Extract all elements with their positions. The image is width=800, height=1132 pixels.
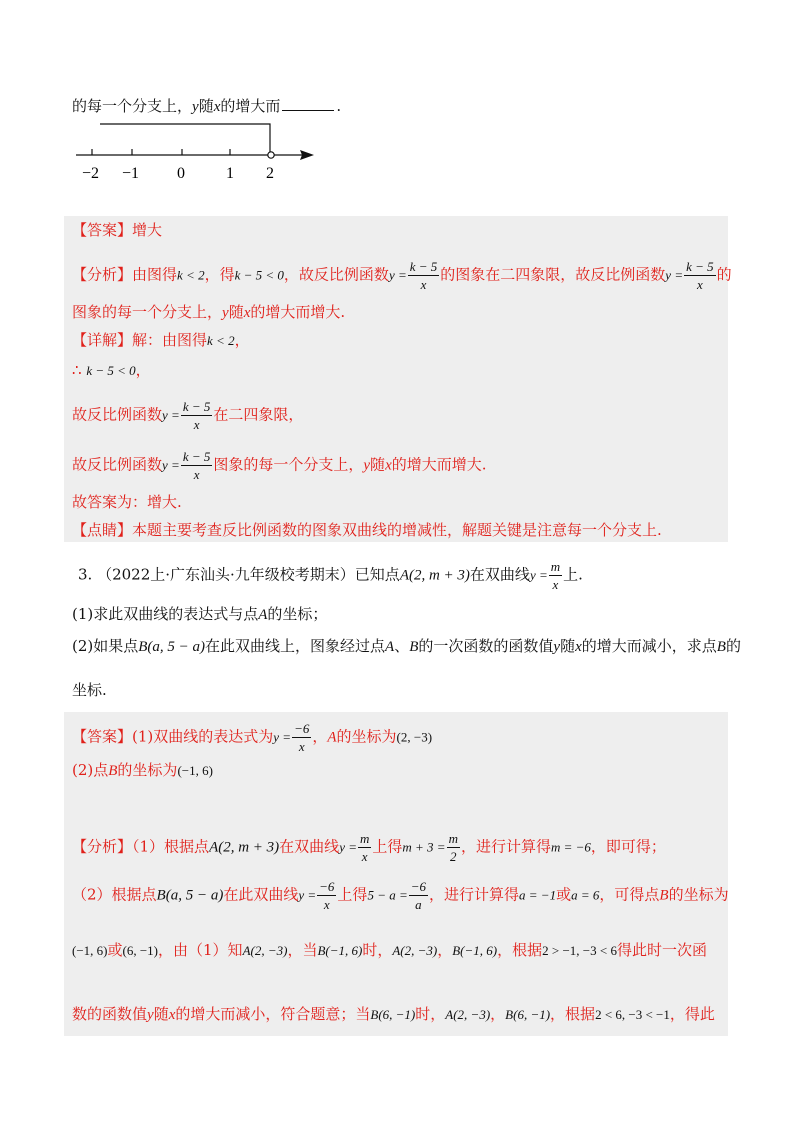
text: 的增大而减小，符合题意；当 bbox=[175, 1005, 371, 1023]
text: 故反比例函数 bbox=[72, 455, 163, 474]
var-B: B bbox=[409, 639, 419, 655]
text: 随 bbox=[370, 455, 386, 474]
math: a = 6 bbox=[571, 887, 600, 903]
math: y = bbox=[529, 567, 548, 583]
q2-analysis-line1 bbox=[72, 260, 732, 291]
fraction: $\frac{k - 5}{x}$ bbox=[182, 399, 211, 432]
text: 得此时一次函 bbox=[616, 941, 707, 959]
math: y = bbox=[273, 729, 292, 745]
math: 5 − a = bbox=[367, 887, 408, 903]
var-y: y bbox=[192, 99, 199, 115]
answer-tag: 【答案】 bbox=[72, 727, 133, 746]
q3-analysis-line3 bbox=[72, 940, 707, 961]
text: 在此双曲线 bbox=[223, 885, 299, 904]
var-B: B bbox=[108, 763, 118, 779]
var-B: B bbox=[716, 639, 726, 655]
math: A(2, −3) bbox=[242, 943, 288, 958]
text: ，当 bbox=[287, 941, 318, 959]
fraction: $\frac{m}{2}$ bbox=[448, 831, 458, 864]
intro-line bbox=[72, 96, 341, 117]
text: 在二四象限， bbox=[213, 405, 304, 424]
text: 上. bbox=[563, 565, 583, 584]
text: 、 bbox=[394, 637, 410, 655]
text: 或 bbox=[556, 885, 572, 904]
range-bar bbox=[100, 124, 270, 154]
math: B(−1, 6) bbox=[452, 943, 498, 958]
math: 2 > −1, −3 < 6 bbox=[542, 943, 617, 958]
text: 的增大而增大. bbox=[250, 303, 346, 321]
q2-detail-line4 bbox=[72, 450, 487, 481]
text: 或 bbox=[107, 941, 123, 959]
number-line-figure bbox=[70, 118, 330, 188]
var-x: x bbox=[243, 305, 251, 321]
text: 的 bbox=[725, 637, 741, 655]
text: (1)求此双曲线的表达式与点 bbox=[72, 605, 259, 623]
q2-analysis-line2 bbox=[72, 302, 345, 323]
q2-detail-line3 bbox=[72, 400, 303, 431]
text: ，可得点 bbox=[599, 885, 660, 904]
text: 的增大而 bbox=[220, 97, 281, 115]
text: . bbox=[336, 97, 342, 115]
tick-label-2: 2 bbox=[266, 165, 274, 182]
math: y = bbox=[162, 457, 180, 473]
text: ，根据 bbox=[497, 941, 543, 959]
answer-tag: 【答案】 bbox=[72, 221, 133, 239]
tick-label-0: 0 bbox=[177, 165, 185, 182]
math: B(6, −1) bbox=[370, 1007, 416, 1022]
q3-stem-line bbox=[78, 560, 583, 591]
answer-text: 增大 bbox=[132, 221, 163, 239]
text: 的坐标为 bbox=[336, 727, 397, 746]
var-x: x bbox=[213, 99, 221, 115]
q3-answer-line1 bbox=[72, 722, 432, 753]
math: A(2, m + 3) bbox=[399, 567, 470, 584]
open-point-2 bbox=[268, 152, 274, 158]
text: ，即可得； bbox=[590, 837, 666, 856]
text: ，得此 bbox=[669, 1005, 715, 1023]
var-B: B bbox=[659, 887, 669, 904]
var-y: y bbox=[553, 639, 561, 655]
text: 的一次函数的函数值 bbox=[418, 637, 554, 655]
text: 在双曲线 bbox=[279, 837, 340, 856]
text: 上得 bbox=[372, 837, 403, 856]
text: 的图象在二四象限，故反比例函数 bbox=[440, 265, 666, 284]
math: k − 5 < 0 bbox=[86, 363, 136, 378]
fraction: $\frac{m}{x}$ bbox=[550, 559, 561, 592]
q2-answer-line bbox=[72, 220, 162, 240]
q3-answer-line2 bbox=[72, 760, 213, 781]
fraction: $\frac{k - 5}{x}$ bbox=[409, 259, 438, 292]
text: 随 bbox=[198, 97, 214, 115]
math: m = −6 bbox=[550, 839, 591, 855]
fraction: $\frac{-6}{x}$ bbox=[319, 879, 335, 912]
math: k < 2 bbox=[207, 333, 235, 348]
text: 的 bbox=[716, 265, 732, 284]
text: 在双曲线 bbox=[469, 565, 530, 584]
text: 的坐标为 bbox=[117, 761, 178, 779]
math: a = −1 bbox=[519, 887, 557, 903]
text: 的增大而减小，求点 bbox=[581, 637, 717, 655]
var-y: y bbox=[222, 305, 229, 321]
math: k − 5 < 0 bbox=[234, 267, 284, 283]
var-A: A bbox=[327, 729, 337, 746]
text: (2)点 bbox=[72, 761, 109, 779]
text: ， bbox=[234, 331, 250, 349]
text: 时， bbox=[415, 1005, 446, 1023]
tick-label-neg1: −1 bbox=[122, 165, 140, 182]
text: ， bbox=[490, 1005, 506, 1023]
text: 图象的每一个分支上， bbox=[213, 455, 364, 474]
text: 随 bbox=[560, 637, 576, 655]
math: A(2, m + 3) bbox=[209, 839, 280, 856]
text: 的每一个分支上， bbox=[72, 97, 193, 115]
text: 本题主要考查反比例函数的图象双曲线的增减性，解题关键是注意每一个分支上. bbox=[132, 521, 662, 539]
q2-detail-line1 bbox=[72, 330, 250, 351]
fraction: $\frac{k - 5}{x}$ bbox=[182, 449, 211, 482]
math: (−1, 6) bbox=[177, 763, 213, 778]
text: ， bbox=[135, 361, 151, 379]
comment-tag: 【点睛】 bbox=[72, 521, 133, 539]
math: B(a, 5 − a) bbox=[156, 887, 224, 904]
math: m + 3 = bbox=[402, 839, 446, 855]
answer-blank bbox=[282, 96, 334, 111]
text: 图象的每一个分支上， bbox=[72, 303, 223, 321]
q3-part2 bbox=[72, 636, 741, 657]
q3-analysis-line2 bbox=[72, 880, 729, 911]
text: （1）根据点 bbox=[132, 837, 210, 856]
math: A(2, −3) bbox=[445, 1007, 491, 1022]
fraction: $\frac{m}{x}$ bbox=[359, 831, 370, 864]
math: y = bbox=[298, 887, 317, 903]
math: (2, −3) bbox=[396, 729, 433, 745]
text: (1)双曲线的表达式为 bbox=[132, 727, 274, 746]
tick-label-1: 1 bbox=[226, 165, 234, 182]
text: 的坐标； bbox=[267, 605, 328, 623]
var-x: x bbox=[575, 639, 582, 655]
fraction: $\frac{-6}{a}$ bbox=[410, 879, 427, 912]
math: B(6, −1) bbox=[505, 1007, 551, 1022]
math: B(−1, 6) bbox=[317, 943, 363, 958]
math: A(2, −3) bbox=[392, 943, 438, 958]
text: ，得 bbox=[204, 265, 235, 284]
q2-detail-line2 bbox=[72, 360, 151, 381]
text: 时， bbox=[362, 941, 393, 959]
text: ，故反比例函数 bbox=[283, 265, 389, 284]
q3-part2-line2 bbox=[72, 680, 107, 700]
text: 的增大而增大. bbox=[391, 455, 487, 474]
math: y = bbox=[162, 407, 180, 423]
var-y: y bbox=[147, 1007, 154, 1023]
text: 坐标. bbox=[72, 681, 107, 699]
text: 的坐标为 bbox=[668, 885, 729, 904]
text: 在此双曲线上，图象经过点 bbox=[205, 637, 386, 655]
text: 故反比例函数 bbox=[72, 405, 163, 424]
math: k < 2 bbox=[177, 267, 205, 283]
text: 解：由图得 bbox=[132, 331, 208, 349]
math: y = bbox=[339, 839, 357, 855]
var-A: A bbox=[385, 639, 395, 655]
axis-arrow bbox=[300, 150, 314, 160]
text: ，进行计算得 bbox=[460, 837, 551, 856]
text: 随 bbox=[228, 303, 244, 321]
text: ，根据 bbox=[550, 1005, 596, 1023]
math: (−1, 6) bbox=[72, 943, 108, 958]
var-y: y bbox=[363, 457, 371, 474]
var-A: A bbox=[258, 607, 268, 623]
question-number: 3. bbox=[78, 565, 93, 584]
var-x: x bbox=[168, 1007, 176, 1023]
analysis-tag: 【分析】 bbox=[72, 837, 133, 856]
var-x: x bbox=[385, 457, 392, 474]
text: ， bbox=[312, 727, 328, 746]
math: y = bbox=[388, 267, 407, 283]
fraction: $\frac{k - 5}{x}$ bbox=[686, 259, 714, 292]
text: （2）根据点 bbox=[72, 885, 157, 904]
q2-comment-line bbox=[72, 520, 662, 540]
therefore-symbol: ∴ bbox=[72, 361, 82, 379]
q3-part1 bbox=[72, 604, 327, 625]
text: (2)如果点 bbox=[72, 637, 139, 655]
text: ， bbox=[437, 941, 453, 959]
tick-label-neg2: −2 bbox=[82, 165, 100, 182]
math: (6, −1) bbox=[122, 943, 159, 958]
fraction: $\frac{-6}{x}$ bbox=[294, 721, 310, 754]
text: 数的函数值 bbox=[72, 1005, 148, 1023]
text: 由图得 bbox=[132, 265, 178, 284]
text: ，进行计算得 bbox=[429, 885, 520, 904]
math: y = bbox=[665, 267, 684, 283]
detail-tag: 【详解】 bbox=[72, 331, 133, 349]
q3-analysis-line4 bbox=[72, 1004, 715, 1025]
q2-final-line bbox=[72, 492, 182, 512]
math: 2 < 6, −3 < −1 bbox=[595, 1007, 670, 1022]
text: 随 bbox=[153, 1005, 169, 1023]
analysis-tag: 【分析】 bbox=[72, 265, 133, 284]
text: 上得 bbox=[337, 885, 368, 904]
q3-analysis-line1 bbox=[72, 832, 666, 863]
math: B(a, 5 − a) bbox=[138, 639, 206, 655]
text: （2022上·广东汕头·九年级校考期末）已知点 bbox=[97, 565, 400, 584]
text: 故答案为：增大. bbox=[72, 493, 182, 511]
text: ，由（1）知 bbox=[158, 941, 243, 959]
